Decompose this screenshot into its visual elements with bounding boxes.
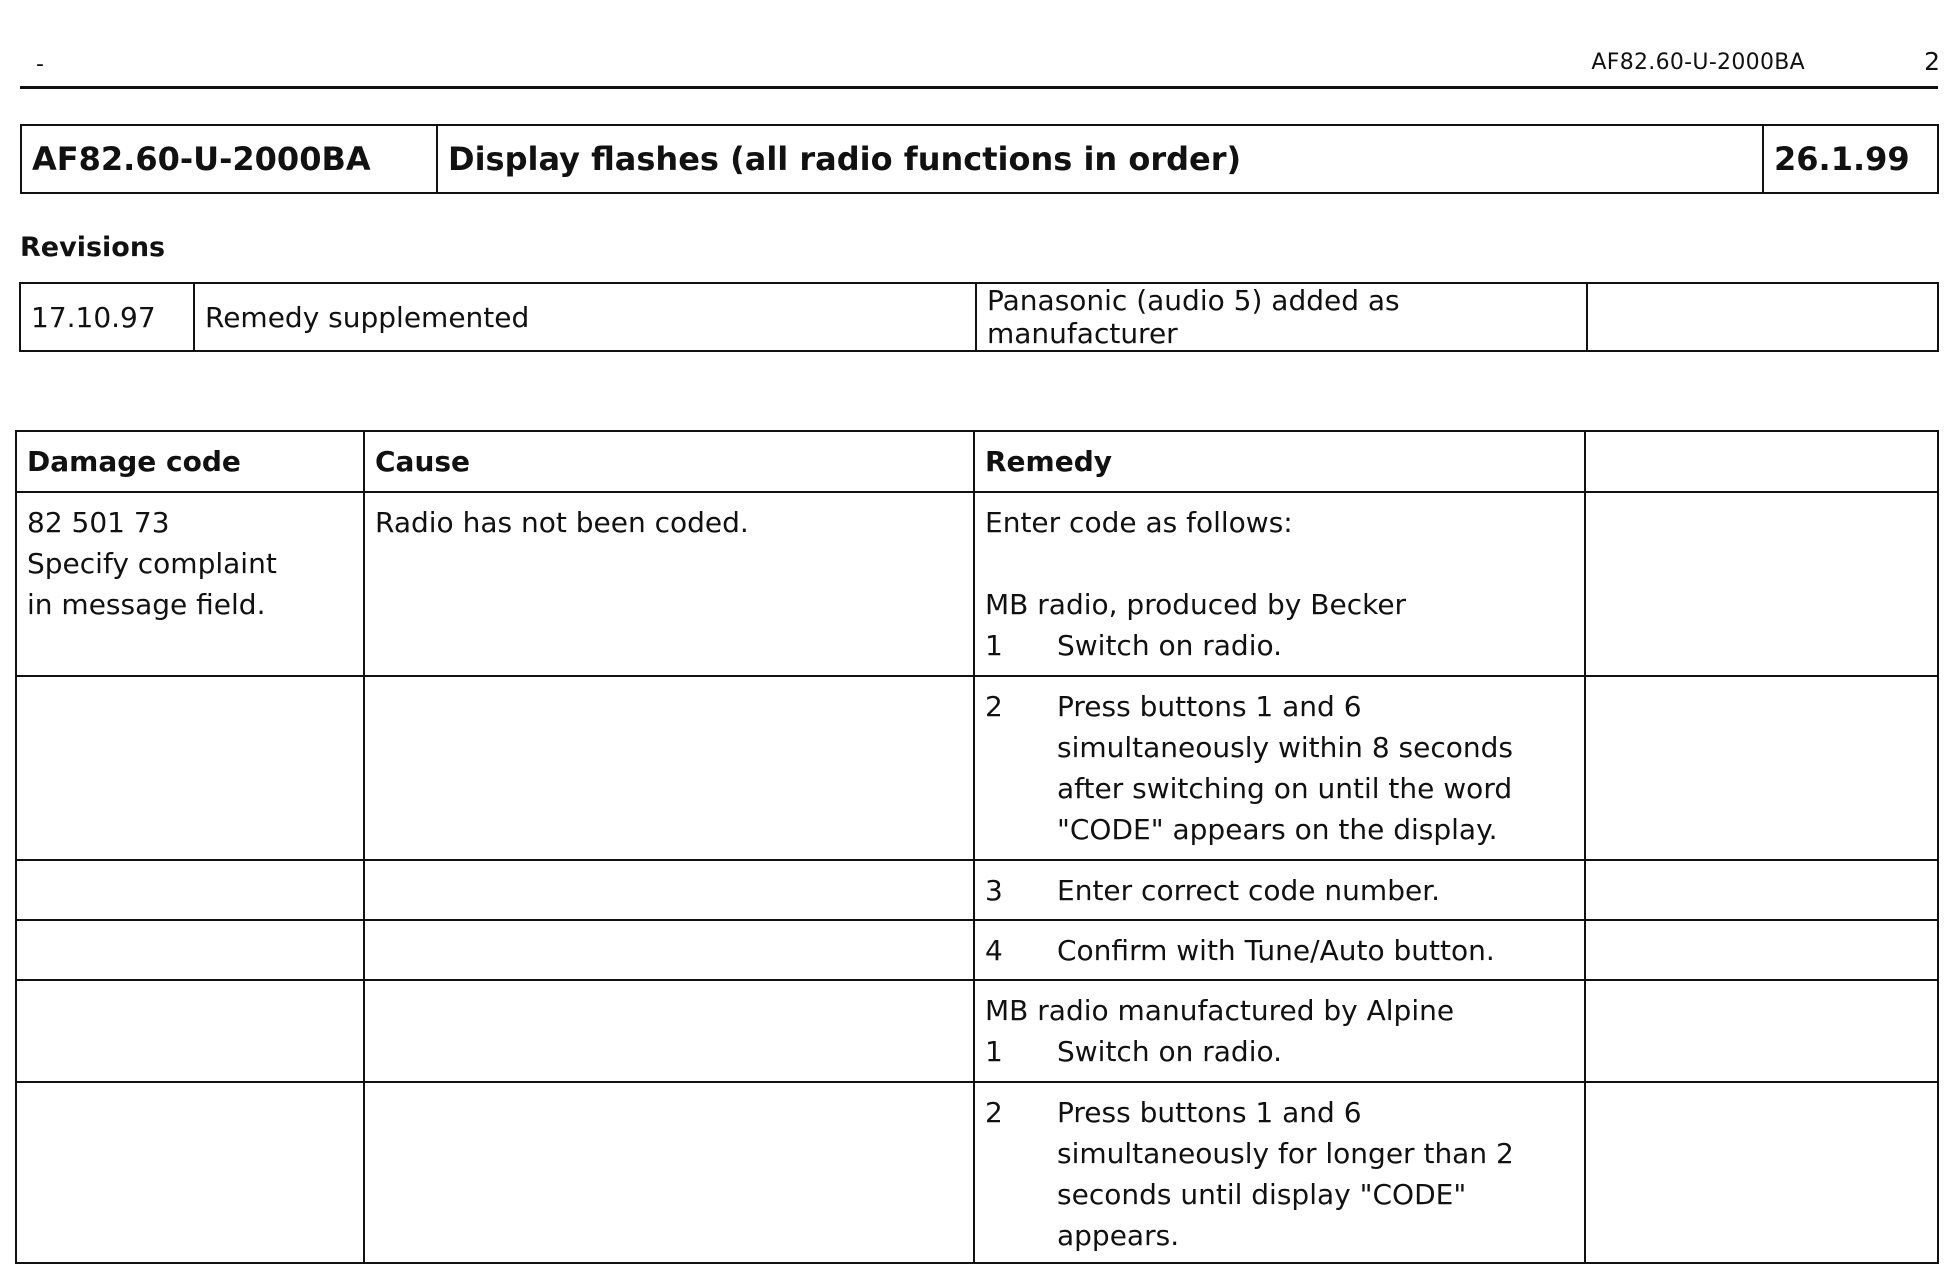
revision-extra: [1587, 283, 1938, 351]
damage-table: [15, 430, 1939, 1264]
extra-cell: [1585, 1082, 1938, 1263]
table-row: [16, 1082, 1938, 1263]
page-header: [20, 38, 1940, 88]
damage-code-note-line2: in message field.: [27, 588, 266, 621]
header-cause: Cause: [364, 431, 974, 492]
title-code: AF82.60-U-2000BA: [21, 125, 437, 193]
remedy-cell: [974, 920, 1585, 980]
empty-cell: [364, 920, 974, 980]
empty-cell: [16, 676, 364, 860]
becker-step-2: [985, 686, 1574, 850]
empty-cell: [364, 860, 974, 920]
step-text: Switch on radio.: [1057, 629, 1283, 662]
empty-cell: [364, 1082, 974, 1263]
step-text: Switch on radio.: [1057, 1035, 1283, 1068]
step-number: 1: [985, 1035, 1003, 1068]
step-text: Confirm with Tune/Auto button.: [1057, 934, 1495, 967]
step-number: 2: [985, 1096, 1003, 1129]
damage-code-note-line1: Specify complaint: [27, 547, 277, 580]
empty-cell: [16, 1082, 364, 1263]
damage-code: 82 501 73: [27, 506, 170, 539]
remedy-cell: [974, 492, 1585, 676]
alpine-title: MB radio manufactured by Alpine: [985, 994, 1455, 1027]
title-text: Display flashes (all radio functions in order): [437, 125, 1763, 193]
revision-date: 17.10.97: [20, 283, 194, 351]
alpine-step-1: [985, 1031, 1574, 1072]
extra-cell: [1585, 980, 1938, 1082]
table-row: [16, 492, 1938, 676]
header-remedy: Remedy: [974, 431, 1585, 492]
header-doc-id: AF82.60-U-2000BA: [1591, 50, 1805, 75]
table-row: [16, 980, 1938, 1082]
title-table: [20, 124, 1939, 194]
table-row: [16, 920, 1938, 980]
step-number: 2: [985, 690, 1003, 723]
title-row: [21, 125, 1938, 193]
header-rule: [20, 86, 1938, 89]
extra-cell: [1585, 920, 1938, 980]
extra-cell: [1585, 492, 1938, 676]
becker-step-1: [985, 625, 1574, 666]
header-dash: -: [36, 52, 44, 77]
remedy-cell: [974, 980, 1585, 1082]
revision-note: Panasonic (audio 5) added as manufacturer: [976, 283, 1587, 351]
remedy-intro: Enter code as follows:: [985, 506, 1293, 539]
remedy-cell: [974, 860, 1585, 920]
revision-row: [20, 283, 1938, 351]
cause-cell: Radio has not been coded.: [364, 492, 974, 676]
damage-code-cell: [16, 492, 364, 676]
remedy-cell: [974, 676, 1585, 860]
step-number: 3: [985, 874, 1003, 907]
page-number: 2: [1924, 47, 1940, 76]
empty-cell: [16, 980, 364, 1082]
extra-cell: [1585, 860, 1938, 920]
title-date: 26.1.99: [1763, 125, 1938, 193]
revisions-table: [19, 282, 1939, 352]
table-header-row: [16, 431, 1938, 492]
revisions-label: Revisions: [20, 232, 166, 263]
header-damage-code: Damage code: [16, 431, 364, 492]
step-text: Press buttons 1 and 6 simultaneously within 8 seconds after switching on until the word "CODE" appears on the display.: [1057, 690, 1513, 846]
extra-cell: [1585, 676, 1938, 860]
becker-step-4: [985, 930, 1574, 971]
table-row: [16, 676, 1938, 860]
alpine-step-2: [985, 1092, 1574, 1256]
becker-step-3: [985, 870, 1574, 911]
step-number: 4: [985, 934, 1003, 967]
table-row: [16, 860, 1938, 920]
revision-change: Remedy supplemented: [194, 283, 976, 351]
header-extra: [1585, 431, 1938, 492]
step-text: Press buttons 1 and 6 simultaneously for longer than 2 seconds until display "CODE" appears.: [1057, 1096, 1514, 1252]
step-number: 1: [985, 629, 1003, 662]
remedy-cell: [974, 1082, 1585, 1263]
empty-cell: [364, 676, 974, 860]
empty-cell: [16, 860, 364, 920]
becker-title: MB radio, produced by Becker: [985, 588, 1407, 621]
step-text: Enter correct code number.: [1057, 874, 1441, 907]
empty-cell: [364, 980, 974, 1082]
empty-cell: [16, 920, 364, 980]
